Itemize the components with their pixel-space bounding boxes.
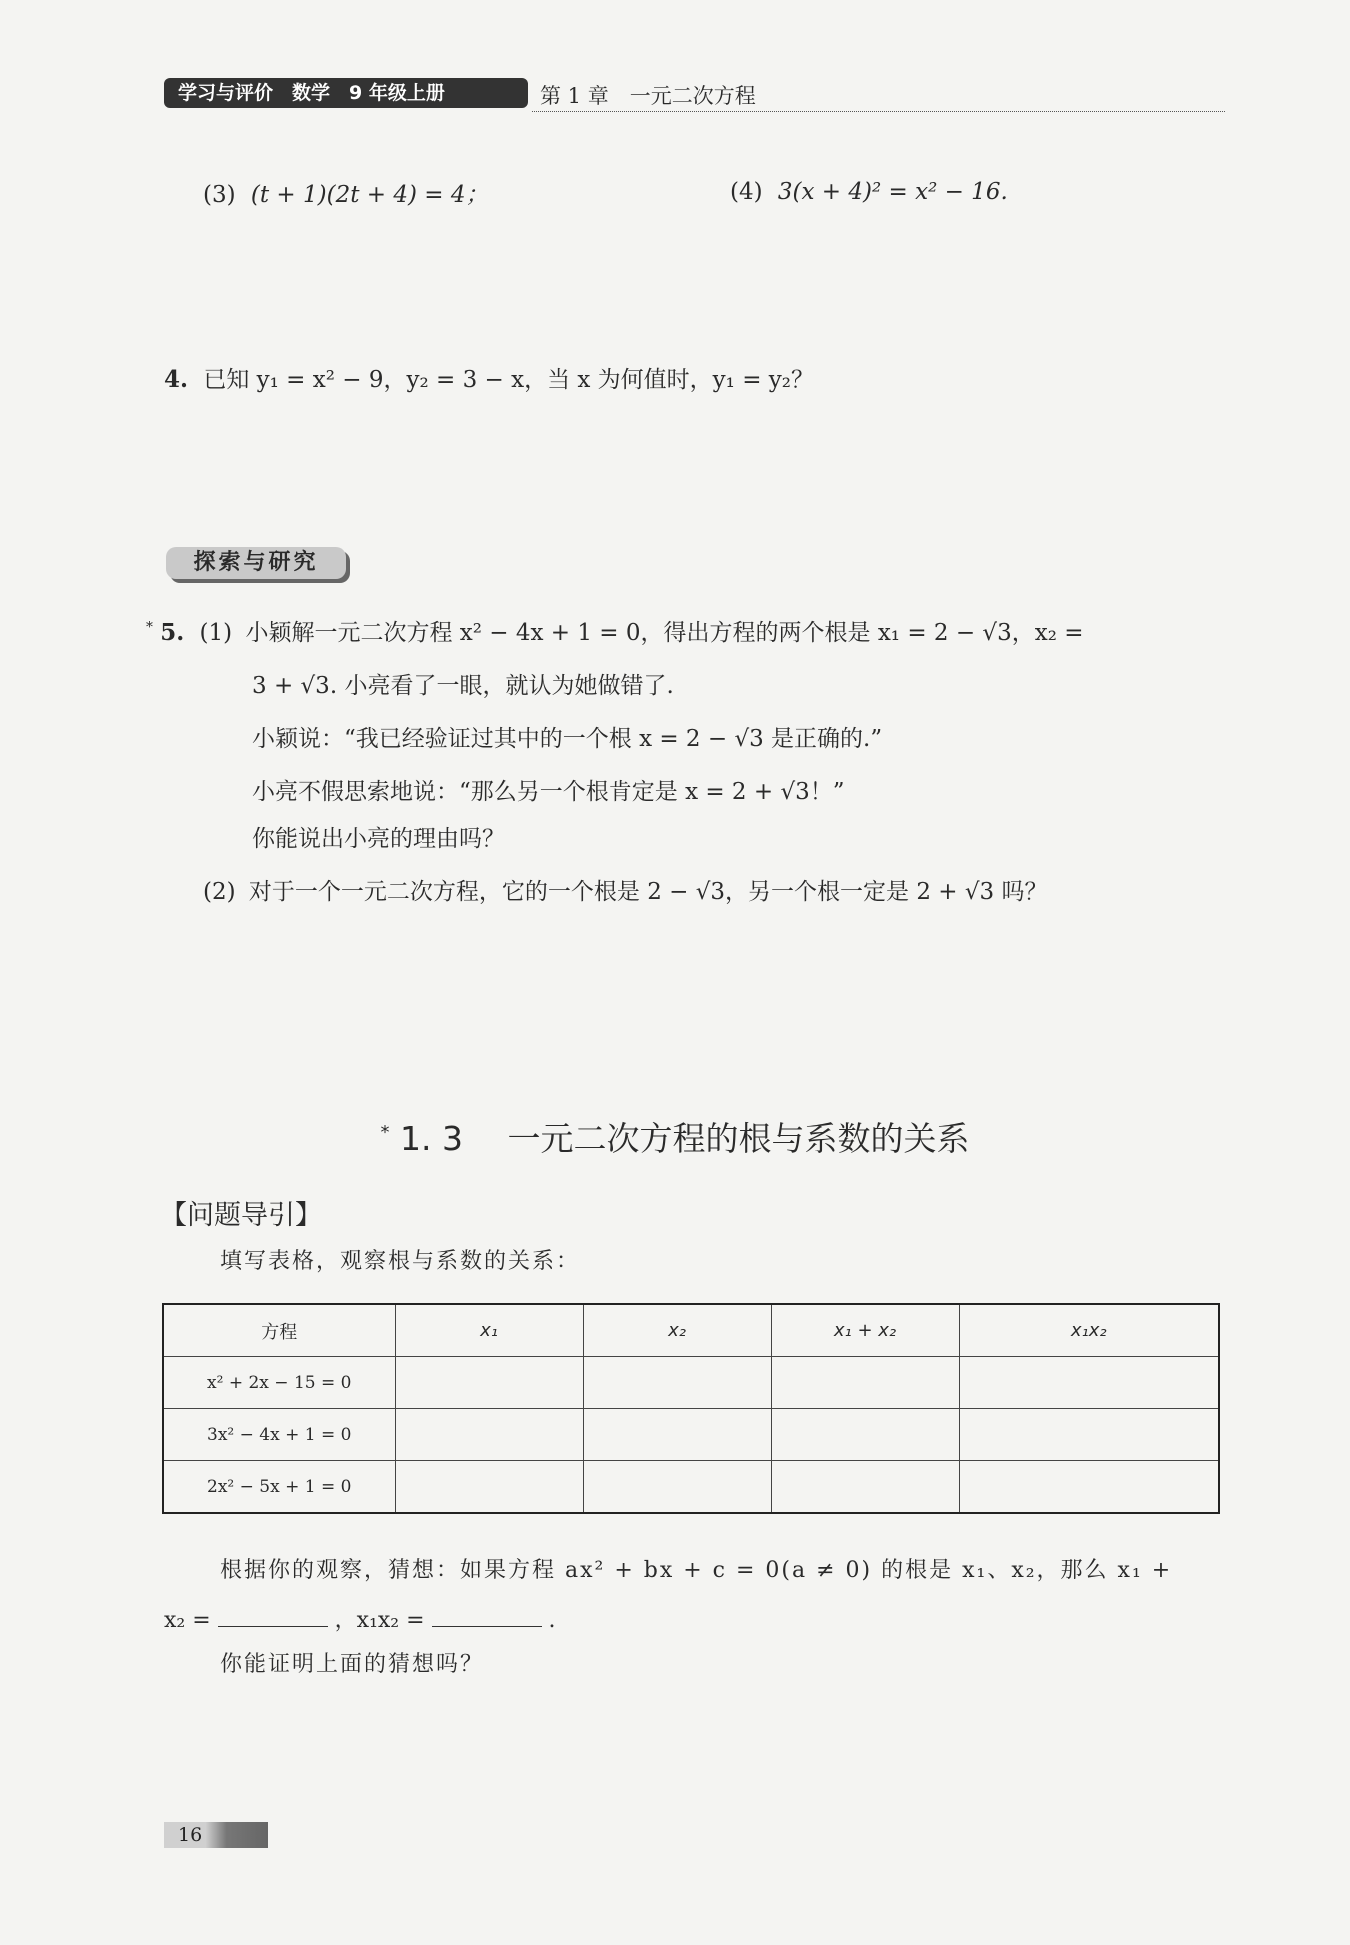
header-x2: x₂	[583, 1304, 771, 1357]
cell-x1[interactable]	[395, 1461, 583, 1514]
conjecture-line3: 你能证明上面的猜想吗？	[220, 1652, 485, 1677]
section-title-text: 一元二次方程的根与系数的关系	[507, 1119, 970, 1158]
table-row	[163, 1357, 1219, 1409]
cell-product[interactable]	[959, 1357, 1219, 1409]
table-header-row	[163, 1304, 1219, 1357]
sum-label: x₂ =	[164, 1608, 211, 1633]
product-label: ，x₁x₂ =	[334, 1608, 425, 1633]
product-answer-blank[interactable]	[432, 1604, 542, 1627]
question-4-number: 4.	[164, 366, 189, 393]
question-5-part1-line1	[146, 614, 1084, 647]
question-5-part2	[203, 873, 1047, 906]
section-star: *	[380, 1122, 390, 1143]
conjecture-line1: 根据你的观察，猜想：如果方程 ax² + bx + c = 0(a ≠ 0) 的根是 x₁、x₂，那么 x₁ +	[220, 1558, 1173, 1583]
cell-sum[interactable]	[771, 1409, 959, 1461]
header-sum: x₁ + x₂	[771, 1304, 959, 1357]
table-row	[163, 1461, 1219, 1514]
question-5-part2-text: 对于一个一元二次方程，它的一个根是 2 − √3，另一个根一定是 2 + √3 吗？	[248, 879, 1048, 905]
section-number: 1. 3	[400, 1119, 463, 1158]
q3-part3-equation: (t + 1)(2t + 4) = 4；	[250, 182, 489, 208]
cell-product[interactable]	[959, 1409, 1219, 1461]
cell-sum[interactable]	[771, 1357, 959, 1409]
q3-part4	[730, 179, 1008, 205]
sum-answer-blank[interactable]	[218, 1604, 328, 1627]
cell-x2[interactable]	[583, 1461, 771, 1514]
question-5-part1-line4: 小亮不假思索地说：“那么另一个根肯定是 x = 2 + √3！”	[252, 779, 845, 805]
question-5-number: 5.	[160, 619, 185, 646]
row-equation: x² + 2x − 15 = 0	[163, 1357, 395, 1409]
row-equation: 2x² − 5x + 1 = 0	[163, 1461, 395, 1514]
q3-part3	[203, 176, 489, 209]
page-number: 16	[178, 1824, 203, 1846]
question-4	[164, 361, 814, 394]
cell-x1[interactable]	[395, 1357, 583, 1409]
chapter-header: 第 1 章 一元二次方程	[540, 84, 756, 108]
q3-part4-label: (4)	[730, 179, 763, 205]
header-dotted-rule	[532, 111, 1225, 112]
q3-part4-equation: 3(x + 4)² = x² − 16.	[777, 179, 1008, 205]
section-title	[0, 1113, 1350, 1160]
question-4-text: 已知 y₁ = x² − 9，y₂ = 3 − x，当 x 为何值时，y₁ = y₂？	[203, 367, 814, 393]
conjecture-line2	[164, 1603, 556, 1634]
table-instruction: 填写表格，观察根与系数的关系：	[220, 1249, 581, 1274]
explore-research-badge: 探索与研究	[166, 547, 346, 579]
question-5-part2-label: (2)	[203, 879, 236, 905]
header-equation: 方程	[163, 1304, 395, 1357]
question-5-part1-line5: 你能说出小亮的理由吗？	[252, 826, 505, 852]
table-row	[163, 1409, 1219, 1461]
q3-part3-label: (3)	[203, 182, 236, 208]
header-product: x₁x₂	[959, 1304, 1219, 1357]
question-5-part1-line2: 3 + √3. 小亮看了一眼，就认为她做错了.	[252, 673, 674, 699]
question-5-part1-label: (1)	[199, 620, 233, 646]
cell-product[interactable]	[959, 1461, 1219, 1514]
optional-star: *	[146, 619, 153, 636]
problem-guide-heading: 【问题导引】	[160, 1200, 322, 1231]
line-end-period: .	[548, 1608, 556, 1633]
roots-coefficients-table	[162, 1303, 1220, 1514]
question-5-part1-line3: 小颖说：“我已经验证过其中的一个根 x = 2 − √3 是正确的.”	[252, 726, 883, 752]
header-x1: x₁	[395, 1304, 583, 1357]
cell-x2[interactable]	[583, 1409, 771, 1461]
cell-x1[interactable]	[395, 1409, 583, 1461]
book-header-label: 学习与评价 数学 9 年级上册	[164, 78, 528, 108]
cell-x2[interactable]	[583, 1357, 771, 1409]
cell-sum[interactable]	[771, 1461, 959, 1514]
row-equation: 3x² − 4x + 1 = 0	[163, 1409, 395, 1461]
question-5-part1-text: 小颖解一元二次方程 x² − 4x + 1 = 0，得出方程的两个根是 x₁ = 2 − √3，x₂ =	[245, 620, 1084, 646]
